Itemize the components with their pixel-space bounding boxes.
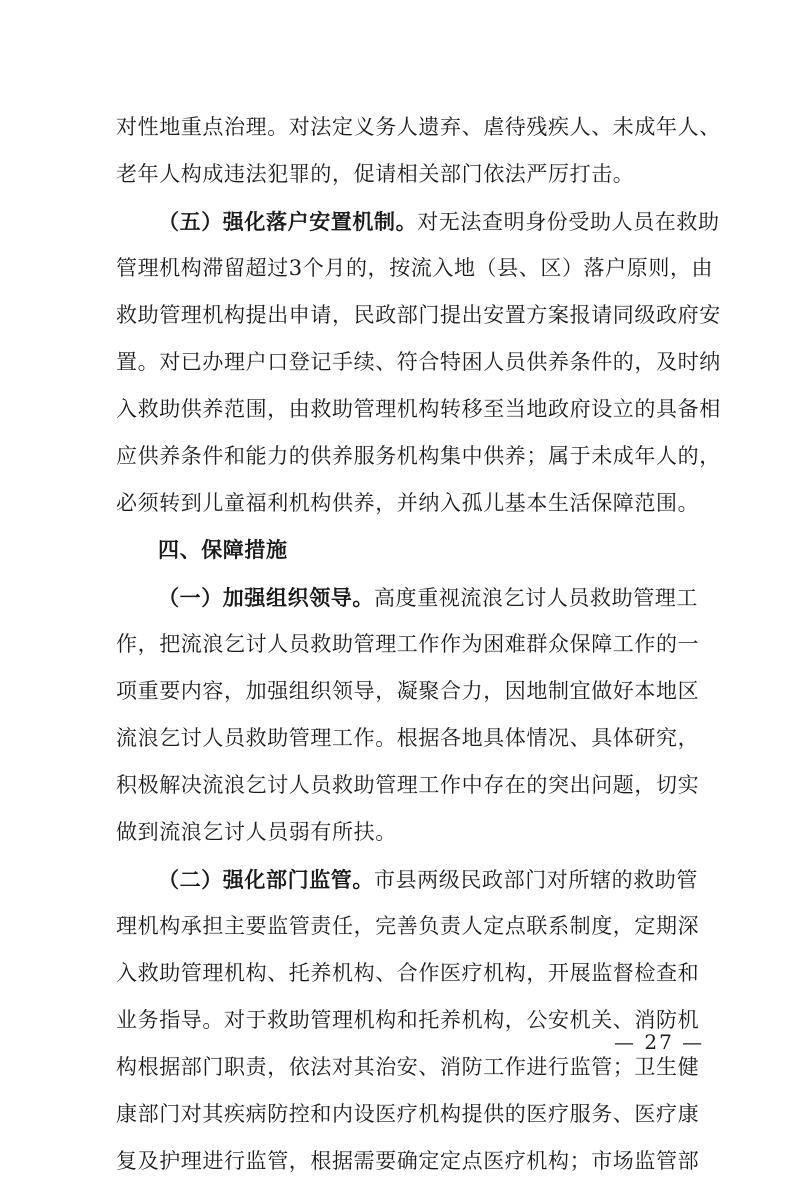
paragraph-first-line (116, 574, 698, 621)
text-line: 救助管理机构提出申请，民政部门提出安置方案报请同级政府安 (116, 303, 721, 327)
text-line: 复及护理进行监管，根据需要确定定点医疗机构；市场监管部 (116, 1149, 700, 1173)
text-line: 积极解决流浪乞讨人员救助管理工作中存在的突出问题，切实 (116, 773, 700, 797)
text-line: 作，把流浪乞讨人员救助管理工作作为困难群众保障工作的一 (116, 632, 700, 656)
text-line: 业务指导。对于救助管理机构和托养机构，公安机关、消防机 (116, 1008, 700, 1032)
section-title: 四、保障措施 (158, 538, 288, 562)
text-line: 流浪乞讨人员救助管理工作。根据各地具体情况、具体研究， (116, 726, 700, 750)
text-line: 做到流浪乞讨人员弱有所扶。 (116, 820, 397, 844)
document-body (116, 104, 721, 1185)
text-line: 康部门对其疾病防控和内设医疗机构提供的医疗服务、医疗康 (116, 1102, 700, 1126)
text-line: 应供养条件和能力的供养服务机构集中供养；属于未成年人的， (116, 444, 721, 468)
text-line: 必须转到儿童福利机构供养，并纳入孤儿基本生活保障范围。 (116, 491, 700, 515)
paragraph-heading: （五）强化落户安置机制。 (158, 209, 418, 234)
paragraph-first-line (116, 198, 720, 245)
page-number: — 27 — (614, 1030, 705, 1054)
paragraph-first-line (116, 856, 698, 903)
text-line: 对性地重点治理。对法定义务人遗弃、虐待残疾人、未成年人、 (116, 115, 721, 139)
text-line: 构根据部门职责，依法对其治安、消防工作进行监管；卫生健 (116, 1055, 700, 1079)
text-line: 理机构承担主要监管责任，完善负责人定点联系制度，定期深 (116, 914, 700, 938)
text-line: 入救助供养范围，由救助管理机构转移至当地政府设立的具备相 (116, 397, 721, 421)
text-span: 高度重视流浪乞讨人员救助管理工 (374, 586, 698, 610)
paragraph-heading: （二）强化部门监管。 (158, 867, 374, 892)
text-span: 对无法查明身份受助人员在救助 (417, 210, 720, 234)
text-line: 项重要内容，加强组织领导，凝聚合力，因地制宜做好本地区 (116, 679, 700, 703)
text-line: 入救助管理机构、托养机构、合作医疗机构，开展监督检查和 (116, 961, 700, 985)
text-line: 管理机构滞留超过3个月的，按流入地（县、区）落户原则，由 (116, 256, 714, 280)
text-line: 置。对已办理户口登记手续、符合特困人员供养条件的，及时纳 (116, 350, 721, 374)
text-span: 市县两级民政部门对所辖的救助管 (374, 868, 698, 892)
paragraph-heading: （一）加强组织领导。 (158, 585, 374, 610)
text-line: 老年人构成违法犯罪的，促请相关部门依法严厉打击。 (116, 162, 635, 186)
